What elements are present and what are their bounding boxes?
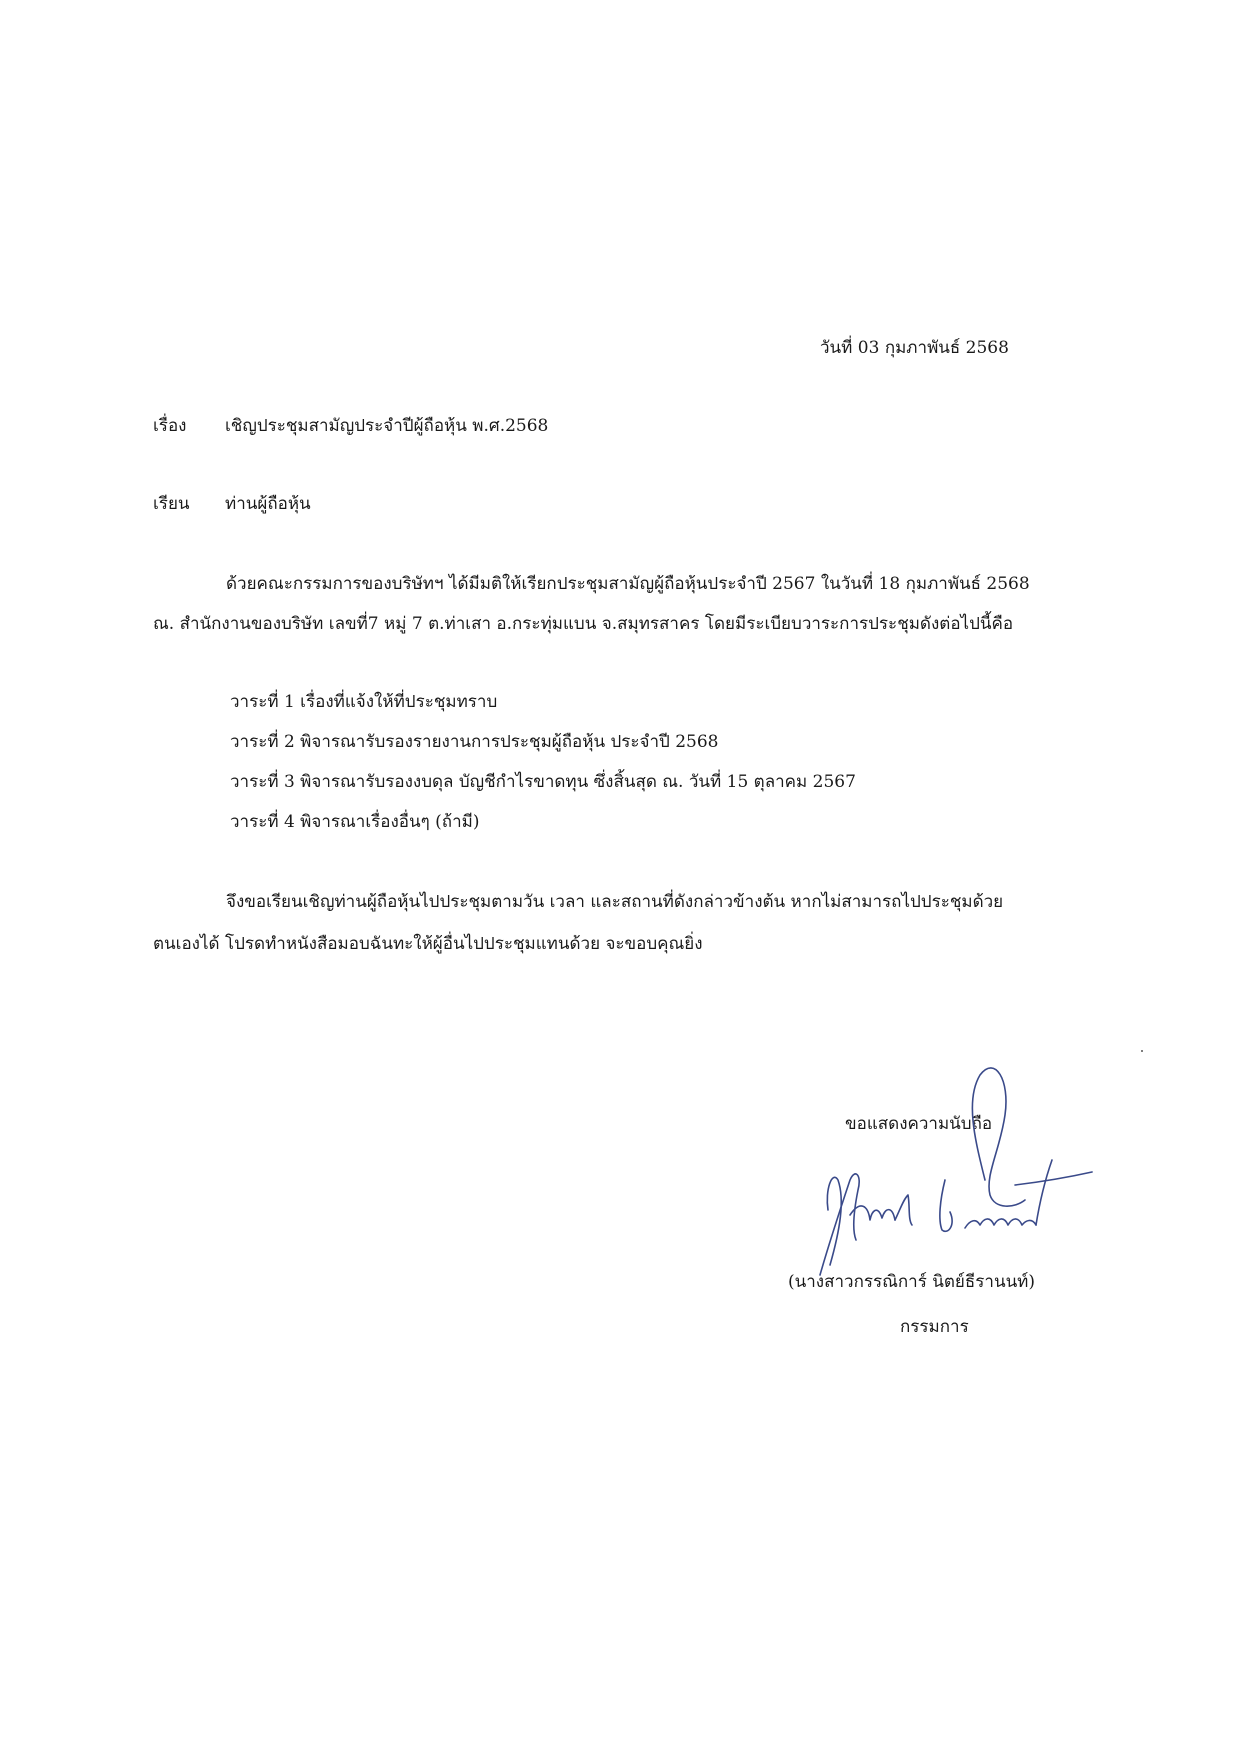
agenda-item-1: วาระที่ 1 เรื่องที่แจ้งให้ที่ประชุมทราบ [230,692,498,712]
subject-label: เรื่อง [153,416,187,436]
scan-speck [1141,1050,1143,1052]
signer-title: กรรมการ [900,1317,969,1337]
invitation-line-2: ตนเองได้ โปรดทำหนังสือมอบฉันทะให้ผู้อื่นไปประชุมแทนด้วย จะขอบคุณยิ่ง [153,934,703,954]
recipient-label: เรียน [153,494,190,514]
agenda-item-4: วาระที่ 4 พิจารณาเรื่องอื่นๆ (ถ้ามี) [230,812,480,832]
letter-date: วันที่ 03 กุมภาพันธ์ 2568 [820,338,1009,358]
subject-text: เชิญประชุมสามัญประจำปีผู้ถือหุ้น พ.ศ.2568 [225,416,549,436]
recipient-text: ท่านผู้ถือหุ้น [225,494,311,514]
agenda-item-3: วาระที่ 3 พิจารณารับรองงบดุล บัญชีกำไรขาดทุน ซึ่งสิ้นสุด ณ. วันที่ 15 ตุลาคม 2567 [230,772,856,792]
intro-line-1: ด้วยคณะกรรมการของบริษัทฯ ได้มีมติให้เรียกประชุมสามัญผู้ถือหุ้นประจำปี 2567 ในวันที่ 18 กุมภาพันธ์ 2568 [226,574,1030,594]
closing-salutation: ขอแสดงความนับถือ [845,1114,993,1134]
signer-name: (นางสาวกรรณิการ์ นิตย์ธีรานนท์) [788,1272,1036,1292]
intro-line-2: ณ. สำนักงานของบริษัท เลขที่7 หมู่ 7 ต.ท่าเสา อ.กระทุ่มแบน จ.สมุทรสาคร โดยมีระเบียบวาระการประชุมดังต่อไปนี้คือ [153,614,1014,634]
agenda-item-2: วาระที่ 2 พิจารณารับรองรายงานการประชุมผู้ถือหุ้น ประจำปี 2568 [230,732,719,752]
invitation-line-1: จึงขอเรียนเชิญท่านผู้ถือหุ้นไปประชุมตามวัน เวลา และสถานที่ดังกล่าวข้างต้น หากไม่สามารถไปประชุมด้วย [226,892,1004,912]
